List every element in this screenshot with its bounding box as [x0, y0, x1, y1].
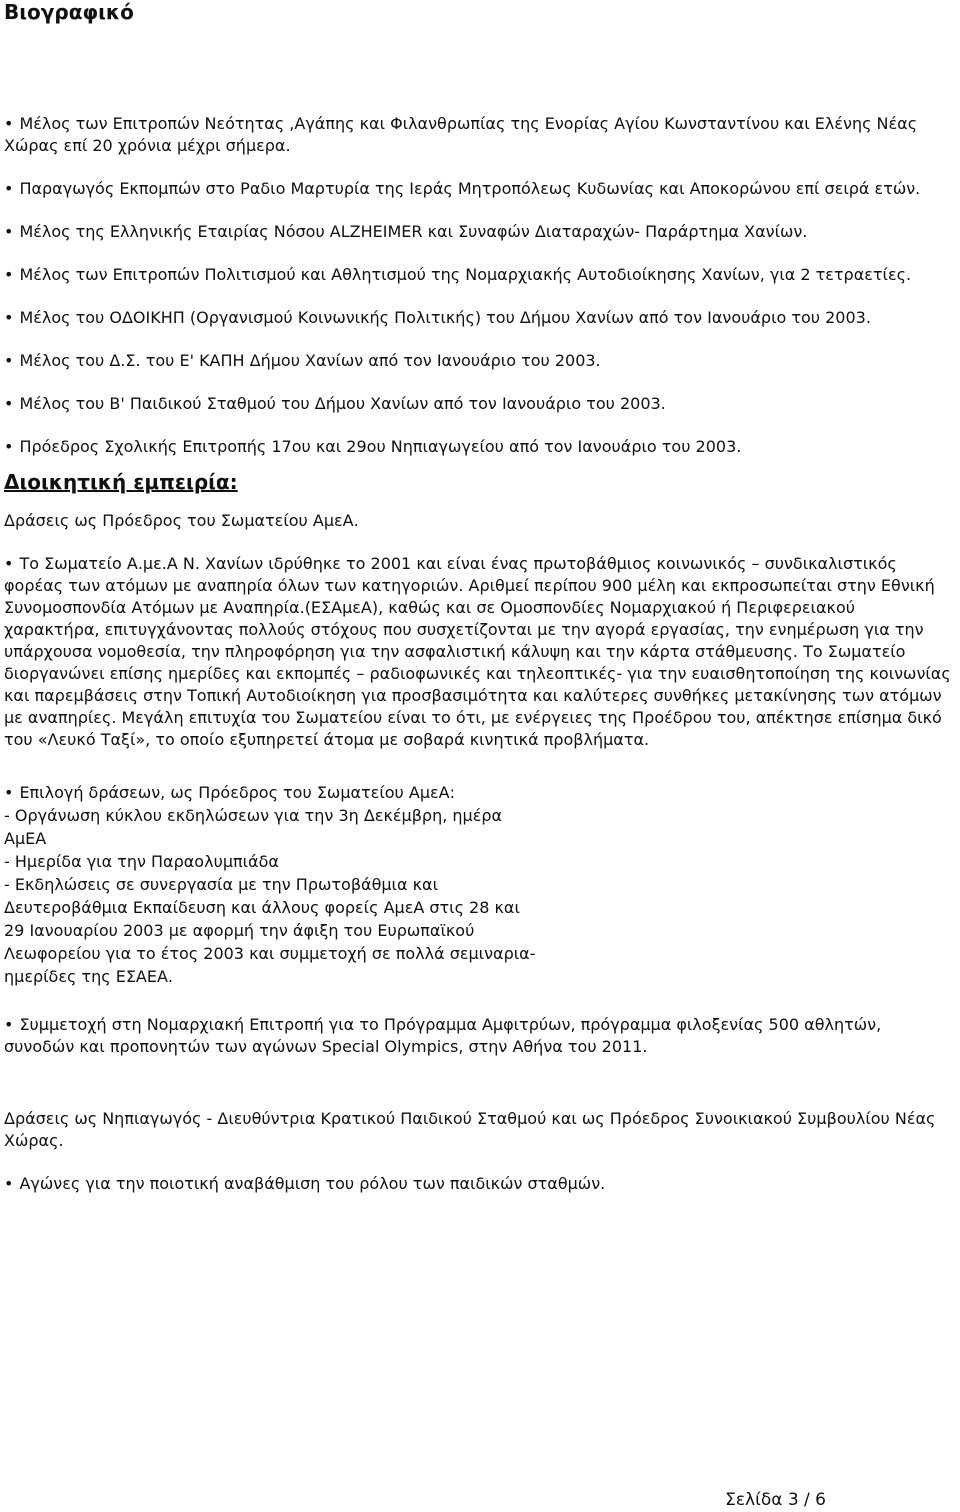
list-item-text: Αγώνες για την ποιοτική αναβάθμιση του ρόλου των παιδικών σταθμών.: [19, 1174, 606, 1193]
bullet-icon: •: [4, 394, 14, 413]
list-item-text: Μέλος του Δ.Σ. του Ε' ΚΑΠΗ Δήμου Χανίων από τον Ιανουάριο του 2003.: [19, 351, 601, 370]
bullet-icon: •: [4, 308, 14, 327]
list-item-text: Το Σωματείο Α.με.Α Ν. Χανίων ιδρύθηκε το 2001 και είναι ένας πρωτοβάθμιος κοινωνικός – συνδικαλιστικός φορέας των ατόμων με αναπηρία όλων των κατηγοριών. Αριθμεί περίπου 900 μέλη και εκπροσωπείται στην Εθνική Συνομοσπονδία Ατόμων με Αναπηρία.(ΕΣΑμεΑ), καθώς και σε Ομοσπονδίες Νομαρχιακού ή Περιφερειακού χαρακτήρα, επιτυγχάνοντας πολλούς στόχους που συσχετίζονται με την αγορά εργασίας, την ενημέρωση για την υπάρχουσα νομοθεσία, την πληροφόρηση για την ασφαλιστική κάλυψη και την κάρτα στάθμευσης. Το Σωματείο διοργανώνει επίσης ημερίδες και εκπομπές – ραδιοφωνικές και τηλεοπτικές- για την ευαισθητοποίηση της κοινωνίας και παρεμβάσεις στην Τοπική Αυτοδιοίκηση για προσβασιμότητα και καλύτερες συνθήκες μετακίνησης των ατόμων με αναπηρίες. Μεγάλη επιτυχία του Σωματείου είναι το ότι, με ενέργειες της Προέδρου του, απέκτησε επίσημα δικό του «Λευκό Ταξί», το οποίο εξυπηρετεί άτομα με σοβαρά κινητικά προβλήματα.: [4, 554, 951, 749]
selection-line: - Εκδηλώσεις σε συνεργασία με την Πρωτοβάθμια και: [4, 875, 438, 894]
list-item: [4, 221, 954, 243]
bullet-icon: •: [4, 265, 14, 284]
list-item-text: Μέλος του Β' Παιδικού Σταθμού του Δήμου Χανίων από τον Ιανουάριο του 2003.: [19, 394, 666, 413]
list-item: [4, 1014, 954, 1058]
page-number: Σελίδα 3 / 6: [725, 1490, 826, 1510]
selection-line: Λεωφορείου για το έτος 2003 και συμμετοχή σε πολλά σεμιναρια-: [4, 944, 536, 963]
bullet-icon: •: [4, 222, 14, 241]
bullet-icon: •: [4, 437, 14, 456]
admin-intro: Δράσεις ως Πρόεδρος του Σωματείου ΑμεΑ.: [4, 511, 359, 530]
bullet-icon: •: [4, 554, 14, 573]
bullet-icon: •: [4, 114, 14, 133]
bullet-icon: •: [4, 1015, 14, 1034]
list-item-text: Μέλος των Επιτροπών Πολιτισμού και Αθλητισμού της Νομαρχιακής Αυτοδιοίκησης Χανίων, για 2 τετραετίες.: [19, 265, 912, 284]
list-item: [4, 350, 954, 372]
selection-line: 29 Ιανουαρίου 2003 με αφορμή την άφιξη του Ευρωπαϊκού: [4, 921, 475, 940]
bullet-icon: •: [4, 1174, 14, 1193]
list-item: [4, 393, 954, 415]
section-heading: Διοικητική εμπειρία:: [4, 470, 238, 494]
selection-line: - Οργάνωση κύκλου εκδηλώσεων για την 3η Δεκέμβρη, ημέρα: [4, 806, 503, 825]
list-item: [4, 113, 954, 157]
list-item-text: Πρόεδρος Σχολικής Επιτροπής 17ου και 29ου Νηπιαγωγείου από τον Ιανουάριο του 2003.: [19, 437, 742, 456]
list-item: [4, 178, 954, 200]
list-item-text: Παραγωγός Εκπομπών στο Ραδιο Μαρτυρία της Ιεράς Μητροπόλεως Κυδωνίας και Αποκορώνου επί σειρά ετών.: [19, 179, 921, 198]
list-item: [4, 1173, 954, 1195]
selection-line: - Ημερίδα για την Παραολυμπιάδα: [4, 852, 279, 871]
selection-line: ΑμΕΑ: [4, 829, 47, 848]
list-item-text: Μέλος του ΟΔΟΙΚΗΠ (Οργανισμού Κοινωνικής Πολιτικής) του Δήμου Χανίων από τον Ιανουάριο του 2003.: [19, 308, 871, 327]
list-item: [4, 307, 954, 329]
document-body: [4, 113, 954, 1216]
selection-line: Δευτεροβάθμια Εκπαίδευση και άλλους φορείς ΑμεΑ στις 28 και: [4, 898, 520, 917]
list-item: [4, 264, 954, 286]
selection-line: • Επιλογή δράσεων, ως Πρόεδρος του Σωματείου ΑμεΑ:: [4, 783, 455, 802]
nursery-intro: Δράσεις ως Νηπιαγωγός - Διευθύντρια Κρατικού Παιδικού Σταθμού και ως Πρόεδρος Συνοικιακού Συμβουλίου Νέας Χώρας.: [4, 1109, 936, 1150]
list-item-text: Συμμετοχή στη Νομαρχιακή Επιτροπή για το Πρόγραμμα Αμφιτρύων, πρόγραμμα φιλοξενίας 500 αθλητών, συνοδών και προπονητών των αγώνων Special Olympics, στην Αθήνα του 2011.: [4, 1015, 882, 1056]
list-item-text: Μέλος της Ελληνικής Εταιρίας Νόσου ALZHEIMER και Συναφών Διαταραχών- Παράρτημα Χανίων.: [19, 222, 808, 241]
page-title: Βιογραφικό: [4, 0, 134, 24]
list-item: [4, 781, 954, 988]
bullet-icon: •: [4, 351, 14, 370]
list-item-text: Μέλος των Επιτροπών Νεότητας ,Αγάπης και Φιλανθρωπίας της Ενορίας Αγίου Κωνσταντίνου και Ελένης Νέας Χώρας επί 20 χρόνια μέχρι σήμερα.: [4, 114, 918, 155]
bullet-icon: •: [4, 783, 14, 802]
list-item: [4, 553, 954, 751]
bullet-icon: •: [4, 179, 14, 198]
selection-line: ημερίδες της ΕΣΑΕΑ.: [4, 967, 174, 986]
list-item: [4, 436, 954, 458]
